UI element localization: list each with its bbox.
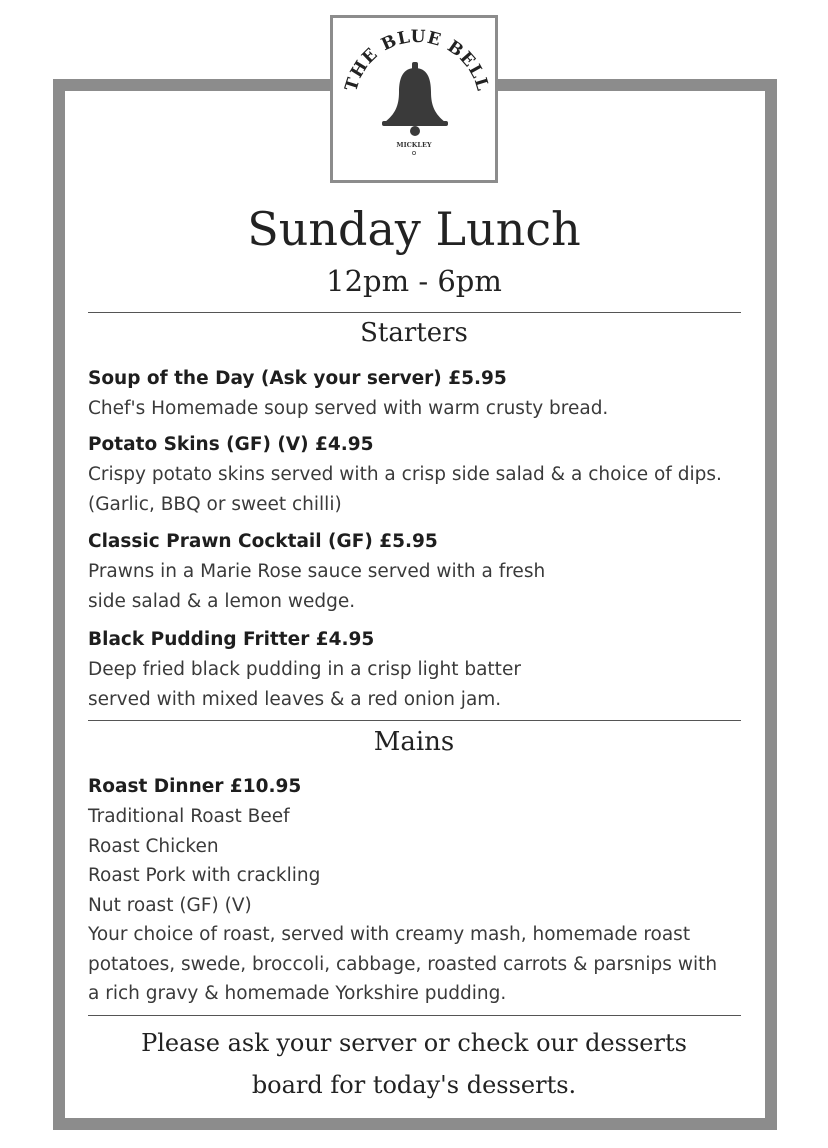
divider (88, 312, 741, 313)
section-title-starters: Starters (360, 318, 468, 348)
menu-item-black-pudding (88, 625, 748, 714)
menu-item-roast-dinner (88, 772, 748, 1009)
logo-brand-text: THE BLUE BELL (341, 26, 493, 94)
item-description: a rich gravy & homemade Yorkshire pudding. (88, 983, 507, 1004)
roast-option: Nut roast (GF) (V) (88, 894, 252, 916)
item-description: Your choice of roast, served with creamy mash, homemade roast (88, 924, 691, 945)
item-description: Deep fried black pudding in a crisp light batter (88, 659, 521, 680)
logo-location-text: MICKLEY (396, 141, 432, 149)
roast-option: Roast Chicken (88, 835, 219, 857)
opening-hours: 12pm - 6pm (326, 264, 502, 298)
logo (330, 15, 498, 183)
divider (88, 1015, 741, 1016)
item-description: Crispy potato skins served with a crisp side salad & a choice of dips. (88, 464, 722, 485)
bell-logo-graphic (333, 18, 495, 180)
item-name: Potato Skins (GF) (V) £4.95 (88, 434, 374, 455)
roast-option: Traditional Roast Beef (88, 806, 290, 827)
item-name: Classic Prawn Cocktail (GF) £5.95 (88, 531, 438, 552)
item-name: Roast Dinner £10.95 (88, 776, 302, 797)
item-name: Black Pudding Fritter £4.95 (88, 629, 375, 650)
item-description: Chef's Homemade soup served with warm crusty bread. (88, 398, 609, 419)
divider (88, 720, 741, 721)
item-description: (Garlic, BBQ or sweet chilli) (88, 493, 342, 515)
desserts-note-line: Please ask your server or check our desserts (141, 1029, 687, 1057)
page-title: Sunday Lunch (247, 202, 581, 256)
desserts-note (88, 1022, 740, 1106)
menu-item-potato-skins (88, 430, 748, 519)
section-title-mains: Mains (373, 727, 455, 757)
bell-icon (382, 62, 448, 136)
item-description: potatoes, swede, broccoli, cabbage, roasted carrots & parsnips with (88, 953, 718, 975)
item-description: Prawns in a Marie Rose sauce served with a fresh (88, 561, 546, 582)
menu-item-prawn-cocktail (88, 527, 748, 616)
desserts-note-line: board for today's desserts. (251, 1071, 577, 1099)
roast-option: Roast Pork with crackling (88, 865, 321, 886)
item-name: Soup of the Day (Ask your server) £5.95 (88, 368, 507, 389)
item-description: side salad & a lemon wedge. (88, 590, 356, 612)
menu-item-soup (88, 364, 748, 424)
item-description: served with mixed leaves & a red onion jam. (88, 688, 502, 710)
